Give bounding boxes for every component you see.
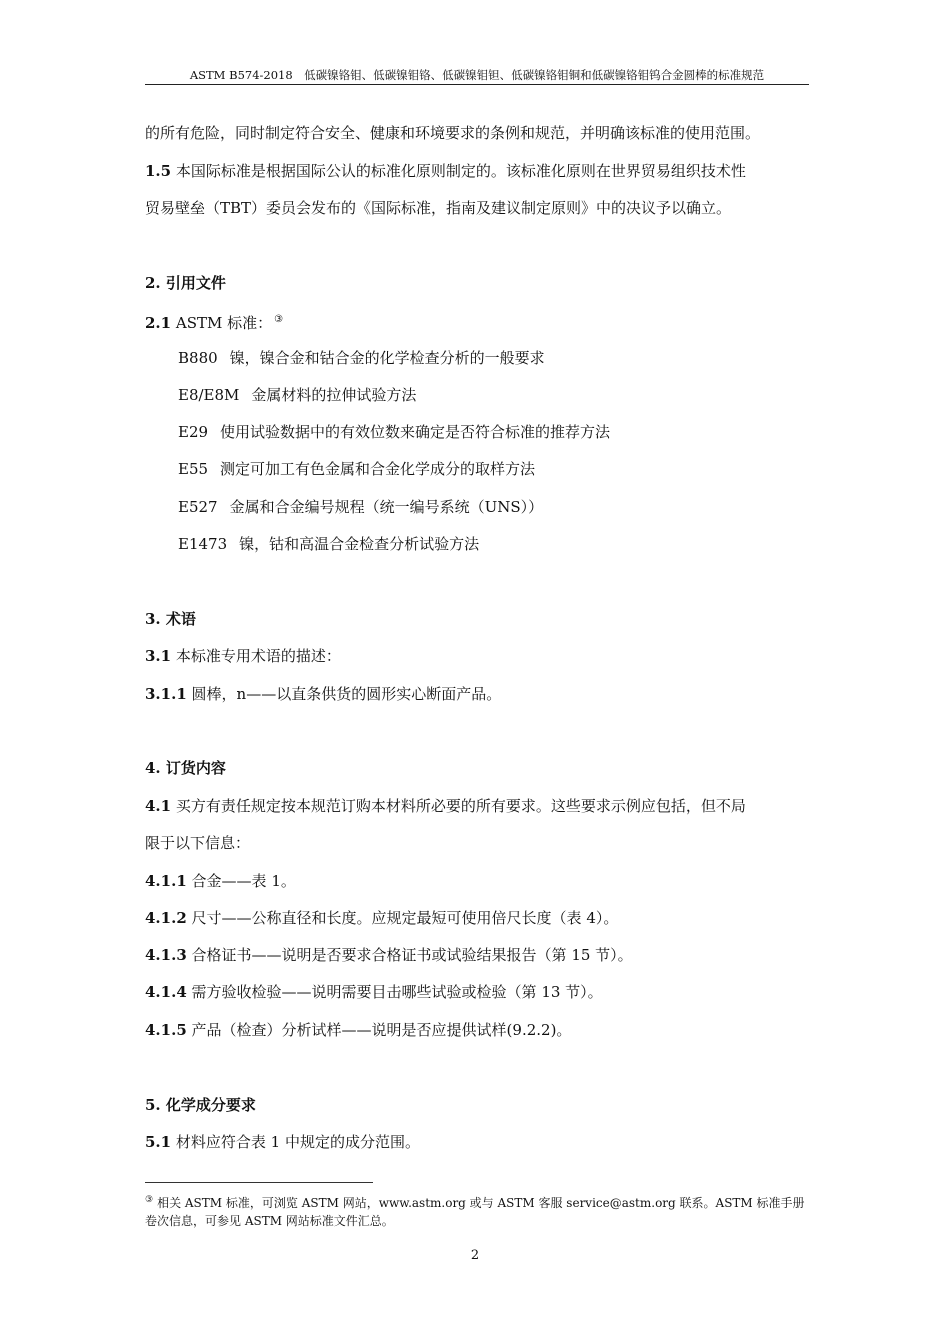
section-heading-4: 4. 订货内容: [145, 759, 226, 777]
clause-number: 5.1: [145, 1133, 172, 1151]
clause-text: 合格证书——说明是否要求合格证书或试验结果报告（第 15 节）。: [191, 946, 633, 964]
running-header: ASTM B574-2018 低碳镍铬钼、低碳镍钼铬、低碳镍钼钽、低碳镍铬钼铜和低碳镍铬钼钨合金圆棒的标准规范: [189, 68, 765, 82]
clause-number: 4.1.5: [145, 1021, 187, 1039]
clause-number: 1.5: [145, 162, 172, 180]
reference-code: B880: [178, 349, 218, 367]
paragraph-continuation: 的所有危险，同时制定符合安全、健康和环境要求的条例和规范，并明确该标准的使用范围。: [145, 124, 761, 142]
reference-code: E1473: [178, 535, 228, 553]
clause-number: 4.1: [145, 797, 172, 815]
reference-title: 镍，镍合金和钴合金的化学检查分析的一般要求: [229, 349, 545, 367]
clause-text: 本国际标准是根据国际公认的标准化原则制定的。该标准化原则在世界贸易组织技术性: [175, 162, 746, 180]
clause-text: 需方验收检验——说明需要目击哪些试验或检验（第 13 节）。: [191, 983, 603, 1001]
reference-item: [178, 349, 545, 367]
paragraph-2-1: [145, 311, 283, 332]
order-item: [145, 946, 633, 964]
paragraph-4-1-line2: 限于以下信息：: [145, 834, 251, 852]
reference-item: [178, 535, 479, 553]
reference-code: E55: [178, 460, 209, 478]
reference-code: E29: [178, 423, 209, 441]
clause-number: 3.1: [145, 647, 172, 665]
paragraph-1-5-line2: 贸易壁垒（TBT）委员会发布的《国际标准，指南及建议制定原则》中的决议予以确立。: [145, 199, 732, 217]
reference-title: 金属和合金编号规程（统一编号系统（UNS））: [229, 498, 544, 516]
clause-text: 产品（检查）分析试样——说明是否应提供试样(9.2.2)。: [191, 1021, 572, 1039]
footnote-mark: ③: [145, 1195, 154, 1205]
footnote-text: 相关 ASTM 标准，可浏览 ASTM 网站，www.astm.org 或与 ASTM 客服 service@astm.org 联系。ASTM 标准手册卷次信息，可参见 ASTM 网站标准文件汇总。: [145, 1196, 805, 1228]
paragraph-3-1: [145, 647, 341, 665]
section-heading-2: 2. 引用文件: [145, 274, 226, 292]
clause-text: 本标准专用术语的描述：: [175, 647, 341, 665]
clause-number: 4.1.4: [145, 983, 187, 1001]
reference-item: [178, 460, 535, 478]
clause-number: 4.1.3: [145, 946, 187, 964]
order-item: [145, 1021, 571, 1039]
clause-text: 合金——表 1。: [191, 872, 296, 890]
paragraph-3-1-1: [145, 685, 501, 703]
section-heading-5: 5. 化学成分要求: [145, 1096, 256, 1114]
order-item: [145, 872, 296, 890]
paragraph-1-5: [145, 162, 746, 180]
reference-title: 使用试验数据中的有效位数来确定是否符合标准的推荐方法: [220, 423, 611, 441]
clause-number: 4.1.2: [145, 909, 187, 927]
clause-number: 4.1.1: [145, 872, 187, 890]
footnote-rule: [145, 1182, 373, 1183]
clause-text: 材料应符合表 1 中规定的成分范围。: [175, 1133, 420, 1151]
reference-title: 镍，钴和高温合金检查分析试验方法: [239, 535, 480, 553]
section-heading-3: 3. 术语: [145, 610, 196, 628]
reference-item: [178, 386, 416, 404]
clause-text: 买方有责任规定按本规范订购本材料所必要的所有要求。这些要求示例应包括，但不局: [175, 797, 746, 815]
reference-item: [178, 498, 543, 516]
order-item: [145, 909, 618, 927]
reference-code: E527: [178, 498, 218, 516]
clause-text: 尺寸——公称直径和长度。应规定最短可使用倍尺长度（表 4）。: [191, 909, 619, 927]
clause-number: 2.1: [145, 314, 172, 332]
clause-text: 圆棒，n——以直条供货的圆形实心断面产品。: [191, 685, 502, 703]
order-item: [145, 983, 603, 1001]
reference-title: 测定可加工有色金属和合金化学成分的取样方法: [220, 460, 536, 478]
reference-title: 金属材料的拉伸试验方法: [251, 386, 417, 404]
reference-item: [178, 423, 610, 441]
reference-code: E8/E8M: [178, 386, 240, 404]
paragraph-4-1: [145, 797, 746, 815]
clause-text: ASTM 标准：: [175, 314, 273, 332]
footnote: [145, 1191, 809, 1230]
clause-number: 3.1.1: [145, 685, 187, 703]
footnote-reference[interactable]: ③: [274, 314, 284, 325]
page-number: 2: [470, 1248, 480, 1263]
paragraph-5-1: [145, 1133, 420, 1151]
header-rule: [145, 84, 809, 85]
